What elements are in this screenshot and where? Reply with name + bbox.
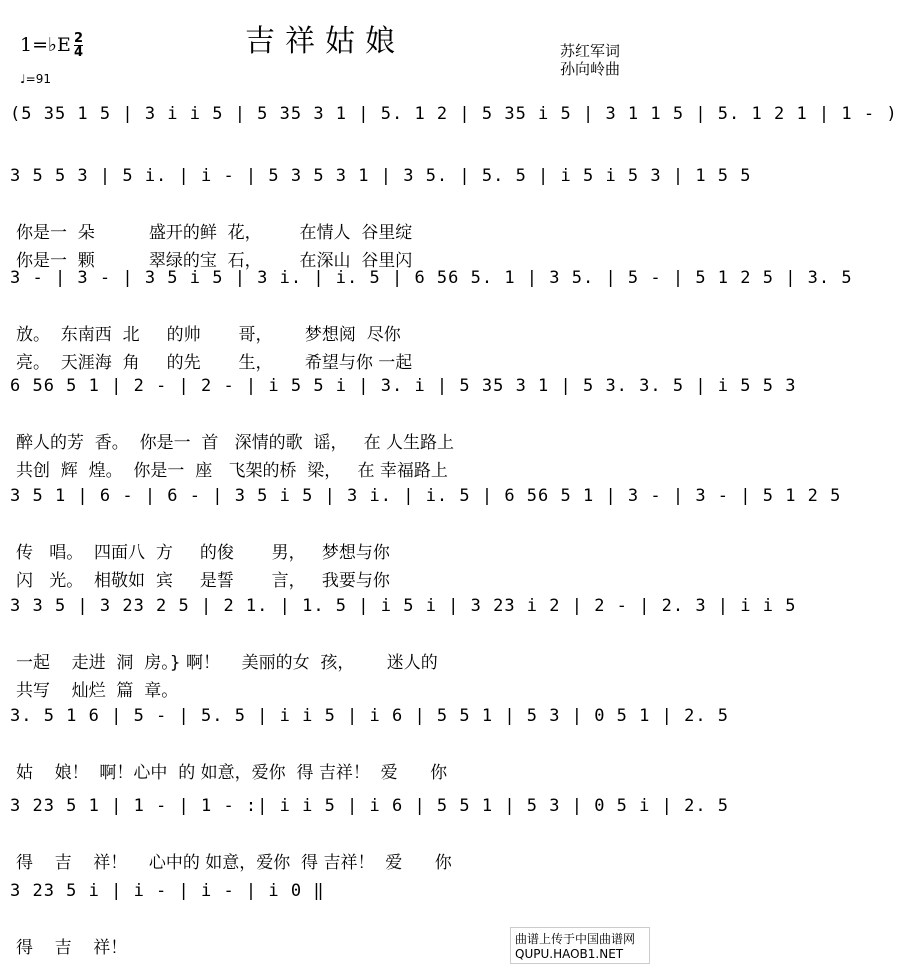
lyric-line: 亮。 天涯海 角 的先 生， 希望与你 一起 bbox=[16, 353, 413, 373]
score-row bbox=[0, 160, 752, 200]
lyric-line: 你是一 颗 翠绿的宝 石， 在深山 谷里闪 bbox=[16, 251, 413, 271]
lyric-line: 得 吉 祥！ bbox=[16, 938, 128, 958]
notation-line: 3 5 1 | 6 - | 6 - | 3 5 i 5 | 3 i. | i. 5 | 6 56 5 1 | 3 - | 3 - | 5 1 2 5 bbox=[10, 486, 842, 506]
lyric-line: 你是一 朵 盛开的鲜 花， 在情人 谷里绽 bbox=[16, 223, 413, 243]
notation-line: 3 23 5 1 | 1 - | 1 - :| i i 5 | i 6 | 5 5 1 | 5 3 | 0 5 i | 2. 5 bbox=[10, 796, 730, 816]
lyric-line: 姑 娘！ 啊！心中 的 如意，爱你 得 吉祥！ 爱 你 bbox=[16, 763, 448, 783]
notation-line: 3 5 5 3 | 5 i. | i - | 5 3 5 3 1 | 3 5. | 5. 5 | i 5 i 5 3 | 1 5 5 bbox=[10, 166, 752, 186]
lyric-line: 放。 东南西 北 的帅 哥， 梦想阅 尽你 bbox=[16, 325, 401, 345]
score-row bbox=[0, 98, 898, 138]
lyricist-credit: 苏红军词 bbox=[560, 42, 621, 60]
lyric-line: 传 唱。 四面八 方 的俊 男， 梦想与你 bbox=[16, 543, 390, 563]
lyric-line: 闪 光。 相敬如 宾 是誓 言， 我要与你 bbox=[16, 571, 390, 591]
credits bbox=[560, 42, 620, 78]
song-title: 吉祥姑娘 bbox=[245, 24, 405, 59]
score-row bbox=[0, 875, 650, 915]
notation-line: 3 3 5 | 3 23 2 5 | 2 1. | 1. 5 | i 5 i | 3 23 i 2 | 2 - | 2. 3 | i i 5 bbox=[10, 596, 797, 616]
key-signature: 1=♭E bbox=[20, 34, 71, 56]
notation-line: 3 - | 3 - | 3 5 i 5 | 3 i. | i. 5 | 6 56 5. 1 | 3 5. | 5 - | 5 1 2 5 | 3. 5 bbox=[10, 268, 853, 288]
notation-line: 3. 5 1 6 | 5 - | 5. 5 | i i 5 | i 6 | 5 5 1 | 5 3 | 0 5 1 | 2. 5 bbox=[10, 706, 730, 726]
score-row bbox=[0, 480, 842, 520]
notation-line: 6 56 5 1 | 2 - | 2 - | i 5 5 i | 3. i | 5 35 3 1 | 5 3. 3. 5 | i 5 5 3 bbox=[10, 376, 797, 396]
lyric-line: 共写 灿烂 篇 章。 bbox=[16, 681, 179, 701]
notation-line: 3 23 5 i | i - | i - | i 0 ‖ bbox=[10, 881, 325, 901]
lyric-line: 一起 走进 洞 房。} 啊！ 美丽的女 孩， 迷人的 bbox=[16, 653, 438, 673]
score-row bbox=[0, 262, 853, 302]
score-row bbox=[0, 790, 730, 830]
time-signature bbox=[74, 32, 83, 59]
composer-credit: 孙向岭曲 bbox=[560, 60, 621, 78]
lyric-line: 共创 辉 煌。 你是一 座 飞架的桥 梁， 在 幸福路上 bbox=[16, 461, 448, 481]
time-signature-bottom: 4 bbox=[74, 45, 84, 60]
lyric-line: 得 吉 祥！ 心中的 如意，爱你 得 吉祥！ 爱 你 bbox=[16, 853, 452, 873]
score-row bbox=[0, 700, 730, 740]
notation-line: (5 35 1 5 | 3 i i 5 | 5 35 3 1 | 5. 1 2 | 5 35 i 5 | 3 1 1 5 | 5. 1 2 1 | 1 - ) bbox=[10, 104, 898, 124]
tempo-mark: ♩=91 bbox=[20, 72, 51, 86]
score-row bbox=[0, 370, 797, 410]
score-row bbox=[0, 590, 797, 630]
time-signature-top: 2 bbox=[74, 31, 84, 46]
footer-watermark: 曲谱上传于中国曲谱网 QUPU.HAOB1.NET bbox=[510, 927, 650, 964]
lyric-line: 醉人的芳 香。 你是一 首 深情的歌 谣， 在 人生路上 bbox=[16, 433, 455, 453]
